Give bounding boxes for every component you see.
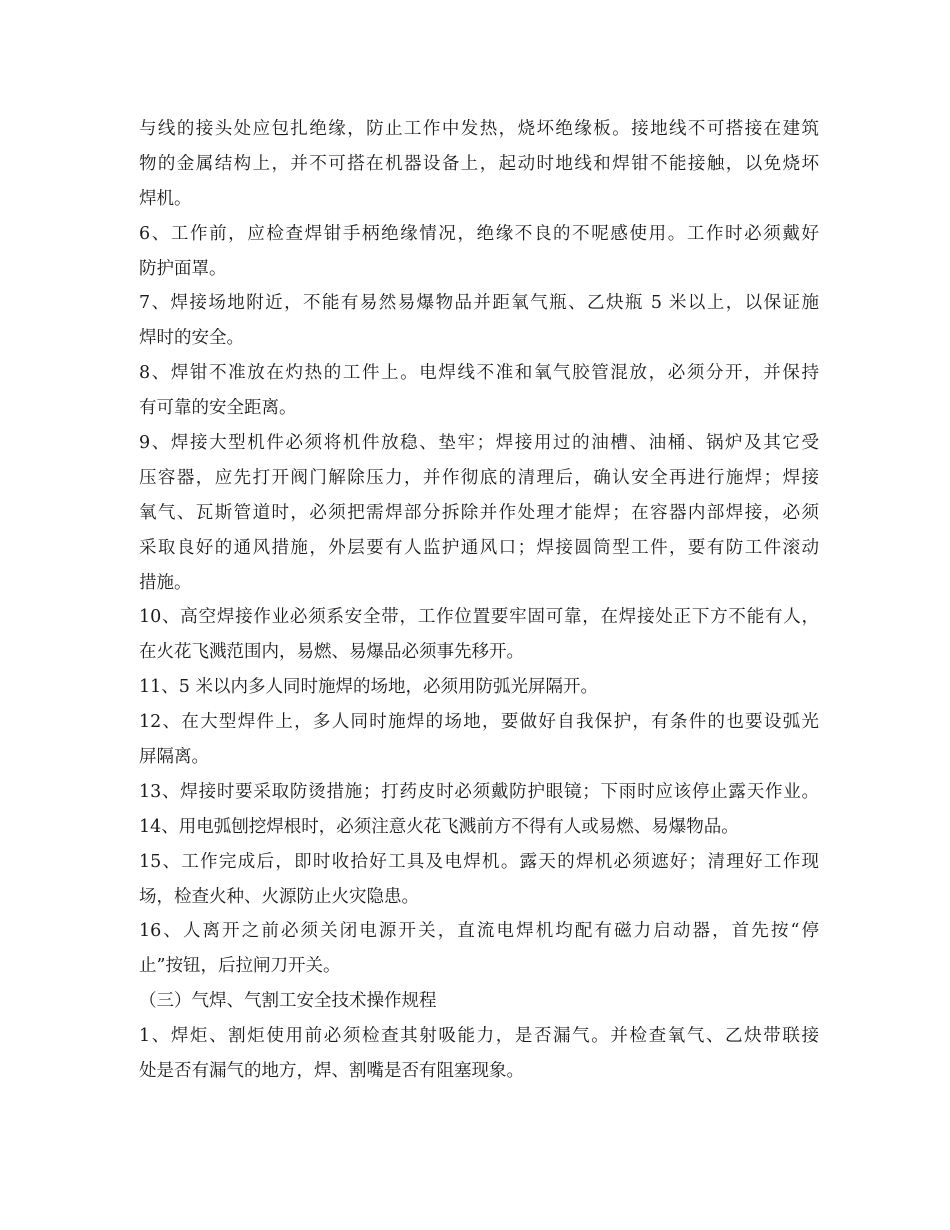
text-line: 氧气、瓦斯管道时，必须把需焊部分拆除并作处理才能焊；在容器内部焊接，必须 (139, 502, 819, 523)
text-line: 采取良好的通风措施，外层要有人监护通风口；焊接圆筒型工件，要有防工件滚动 (139, 537, 819, 558)
text-line: 7、焊接场地附近，不能有易然易爆物品并距氧气瓶、乙炔瓶 5 米以上，以保证施 (139, 293, 819, 314)
text-line: 14、用电弧刨挖焊根时，必须注意火花飞溅前方不得有人或易燃、易爆物品。 (139, 816, 739, 837)
text-line: 止”按钮，后拉闸刀开关。 (139, 956, 341, 977)
text-line: 焊时的安全。 (139, 328, 244, 349)
text-line: 13、焊接时要采取防烫措施；打药皮时必须戴防护眼镜；下雨时应该停止露天作业。 (139, 781, 819, 802)
text-line: 场，检查火种、火源防止火灾隐患。 (139, 886, 419, 907)
text-line: 在火花飞溅范围内，易燃、易爆品必须事先移开。 (139, 642, 524, 663)
text-line: 15、工作完成后，即时收拾好工具及电焊机。露天的焊机必须遮好；清理好工作现 (139, 851, 819, 872)
text-line: 处是否有漏气的地方，焊、割嘴是否有阻塞现象。 (139, 1061, 524, 1082)
text-line: 压容器，应先打开阀门解除压力，并作彻底的清理后，确认安全再进行施焊；焊接 (139, 467, 819, 488)
text-line: 11、5 米以内多人同时施焊的场地，必须用防弧光屏隔开。 (139, 677, 598, 698)
text-line: 1、焊炬、割炬使用前必须检查其射吸能力，是否漏气。并检查氧气、乙炔带联接 (139, 1026, 819, 1047)
text-line: 防护面罩。 (139, 258, 227, 279)
text-line: 12、在大型焊件上，多人同时施焊的场地，要做好自我保护，有条件的也要设弧光 (139, 712, 819, 733)
text-line: 6、工作前，应检查焊钳手柄绝缘情况，绝缘不良的不呢感使用。工作时必须戴好 (139, 223, 819, 244)
text-line: 屏隔离。 (139, 747, 209, 768)
text-line: 物的金属结构上，并不可搭在机器设备上，起动时地线和焊钳不能接触，以免烧坏 (139, 153, 819, 174)
text-line: 10、高空焊接作业必须系安全带，工作位置要牢固可靠，在焊接处正下方不能有人， (139, 607, 819, 628)
text-line: 9、焊接大型机件必须将机件放稳、垫牢；焊接用过的油槽、油桶、锅炉及其它受 (139, 433, 819, 454)
document-body (139, 112, 819, 1089)
text-line: 16、人离开之前必须关闭电源开关，直流电焊机均配有磁力启动器，首先按“停 (139, 921, 819, 942)
text-line: 8、焊钳不准放在灼热的工件上。电焊线不准和氧气胶管混放，必须分开，并保持 (139, 363, 819, 384)
text-line: 与线的接头处应包扎绝缘，防止工作中发热，烧坏绝缘板。接地线不可搭接在建筑 (139, 119, 819, 139)
text-line: 措施。 (139, 572, 192, 593)
text-line: 有可靠的安全距离。 (139, 398, 297, 419)
section-heading: （三）气焊、气割工安全技术操作规程 (139, 991, 437, 1012)
text-line: 焊机。 (139, 188, 192, 209)
